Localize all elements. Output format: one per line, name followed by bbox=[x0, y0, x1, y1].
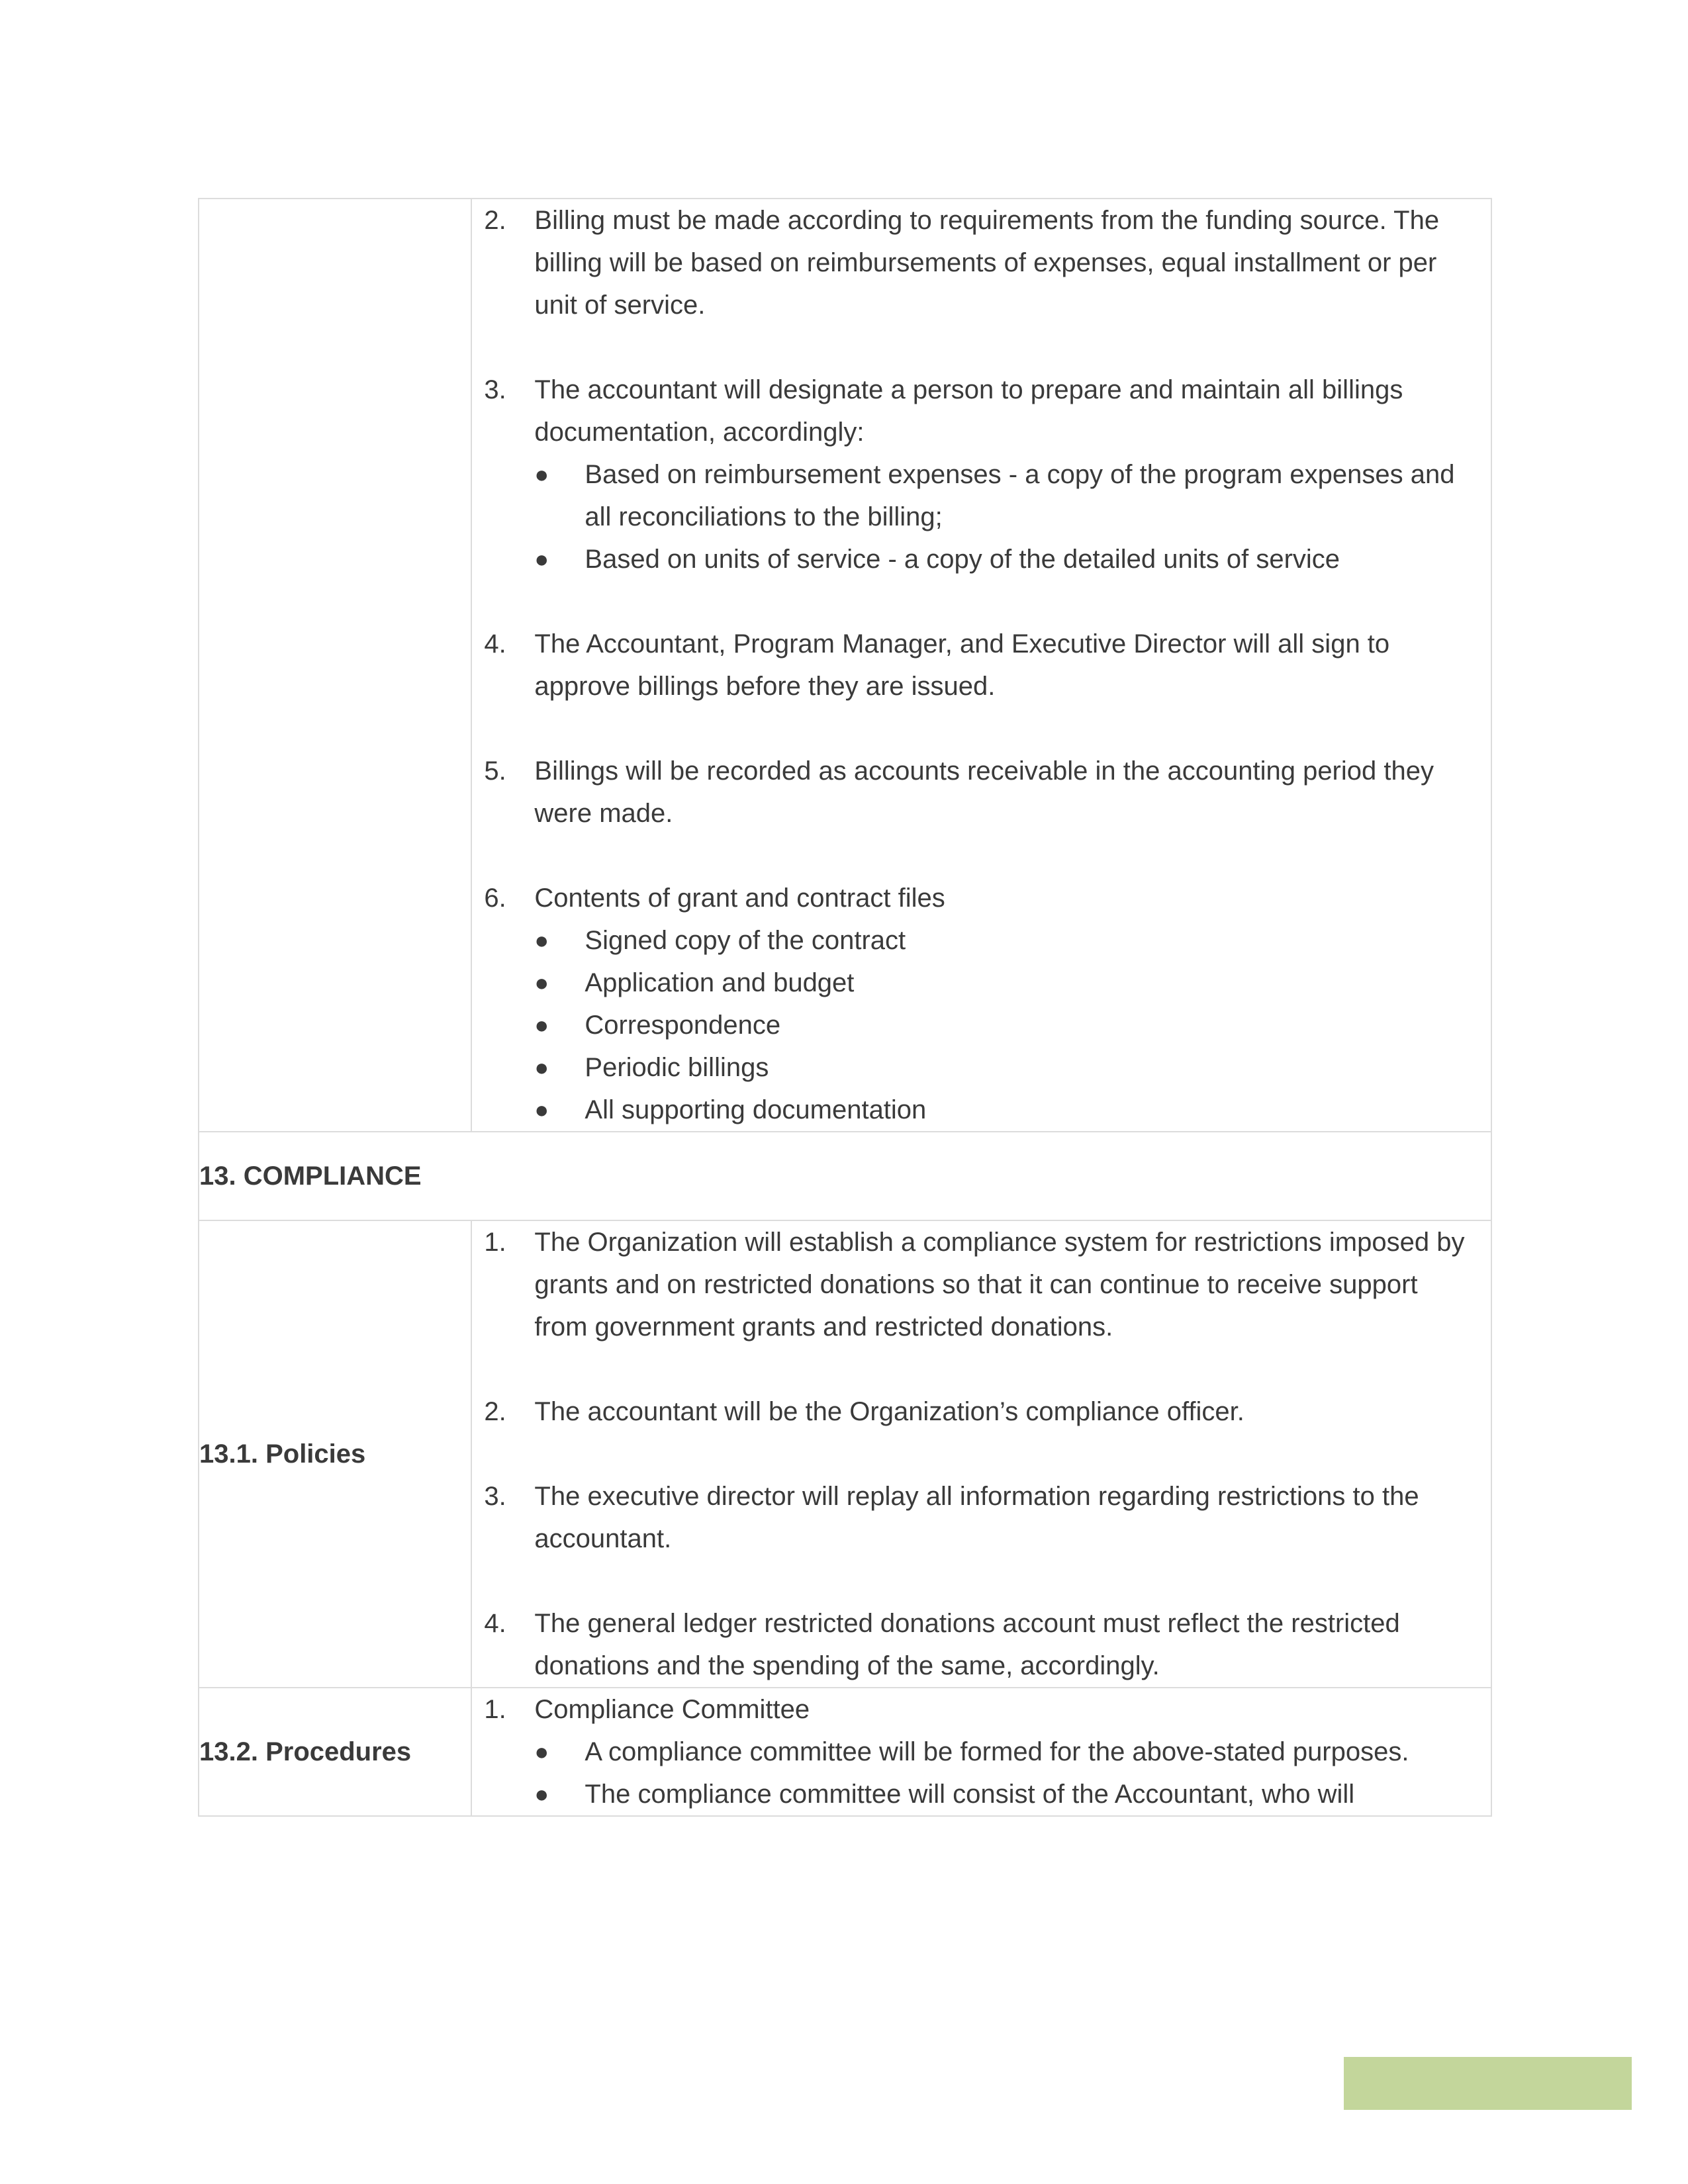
billing-list bbox=[472, 199, 1491, 1131]
list-item bbox=[472, 750, 1491, 835]
footer-accent-bar bbox=[1344, 2057, 1632, 2110]
procedures-row bbox=[199, 1688, 1491, 1816]
list-item bbox=[472, 1221, 1491, 1348]
bullet-list bbox=[534, 453, 1475, 580]
item-number: 2. bbox=[484, 1397, 506, 1426]
list-item bbox=[472, 199, 1491, 326]
bullet-icon: ● bbox=[534, 1096, 549, 1123]
item-number: 1. bbox=[484, 1228, 506, 1257]
item-text: The accountant will designate a person to prepare and maintain all billings documentation, accordingly: bbox=[534, 375, 1403, 447]
bullet-icon: ● bbox=[534, 1780, 549, 1807]
policy-table bbox=[198, 198, 1492, 1817]
compliance-heading-row bbox=[199, 1132, 1491, 1220]
section-heading: 13. COMPLIANCE bbox=[199, 1132, 1491, 1220]
bullet-icon: ● bbox=[534, 1054, 549, 1081]
bullet-item: ● Application and budget bbox=[534, 962, 1475, 1004]
item-number: 4. bbox=[484, 629, 506, 659]
bullet-icon: ● bbox=[534, 1738, 549, 1765]
item-text: Compliance Committee bbox=[534, 1695, 810, 1724]
bullet-icon: ● bbox=[534, 545, 549, 572]
billing-label-cell bbox=[199, 199, 471, 1132]
bullet-item: ● Correspondence bbox=[534, 1004, 1475, 1046]
policies-row bbox=[199, 1220, 1491, 1688]
procedures-list bbox=[472, 1688, 1491, 1815]
bullet-item: ● Signed copy of the contract bbox=[534, 919, 1475, 962]
list-item bbox=[472, 623, 1491, 707]
billing-content-cell bbox=[471, 199, 1491, 1132]
policies-content-cell bbox=[471, 1220, 1491, 1688]
list-item bbox=[472, 1475, 1491, 1560]
item-number: 3. bbox=[484, 1482, 506, 1511]
procedures-label: 13.2. Procedures bbox=[199, 1688, 471, 1816]
bullet-item: ● A compliance committee will be formed for the above-stated purposes. bbox=[534, 1731, 1475, 1773]
list-item bbox=[472, 1390, 1491, 1433]
item-number: 2. bbox=[484, 206, 506, 235]
bullet-item: ● Periodic billings bbox=[534, 1046, 1475, 1089]
bullet-icon: ● bbox=[534, 969, 549, 996]
policies-label: 13.1. Policies bbox=[199, 1220, 471, 1688]
bullet-item: ● Based on reimbursement expenses - a copy of the program expenses and all reconciliations to the billing; bbox=[534, 453, 1475, 538]
bullet-list bbox=[534, 919, 1475, 1131]
policies-list bbox=[472, 1221, 1491, 1687]
procedures-content-cell bbox=[471, 1688, 1491, 1816]
list-item bbox=[472, 369, 1491, 580]
item-number: 4. bbox=[484, 1609, 506, 1638]
bullet-icon: ● bbox=[534, 927, 549, 954]
list-item bbox=[472, 1602, 1491, 1687]
item-number: 6. bbox=[484, 884, 506, 913]
item-text: The Organization will establish a compliance system for restrictions imposed by grants and on restricted donations so that it can continue to receive support from government grants and restricted donations. bbox=[534, 1228, 1465, 1342]
billing-row bbox=[199, 199, 1491, 1132]
item-text: The Accountant, Program Manager, and Executive Director will all sign to approve billings before they are issued. bbox=[534, 629, 1390, 701]
bullet-item: ● All supporting documentation bbox=[534, 1089, 1475, 1131]
bullet-icon: ● bbox=[534, 1011, 549, 1038]
item-number: 5. bbox=[484, 756, 506, 786]
bullet-icon: ● bbox=[534, 461, 549, 488]
item-text: Billings will be recorded as accounts receivable in the accounting period they were made. bbox=[534, 756, 1434, 828]
item-text: Contents of grant and contract files bbox=[534, 884, 945, 913]
item-text: The executive director will replay all information regarding restrictions to the accountant. bbox=[534, 1482, 1419, 1553]
item-text: The general ledger restricted donations account must reflect the restricted donations and the spending of the same, accordingly. bbox=[534, 1609, 1400, 1680]
item-number: 1. bbox=[484, 1695, 506, 1724]
item-text: The accountant will be the Organization’s compliance officer. bbox=[534, 1397, 1244, 1426]
item-text: Billing must be made according to requirements from the funding source. The billing will be based on reimbursements of expenses, equal installment or per unit of service. bbox=[534, 206, 1440, 320]
bullet-item: ● Based on units of service - a copy of the detailed units of service bbox=[534, 538, 1475, 580]
list-item bbox=[472, 877, 1491, 1131]
list-item bbox=[472, 1688, 1491, 1815]
item-number: 3. bbox=[484, 375, 506, 404]
bullet-item: ● The compliance committee will consist of the Accountant, who will bbox=[534, 1773, 1475, 1815]
bullet-list bbox=[534, 1731, 1475, 1815]
